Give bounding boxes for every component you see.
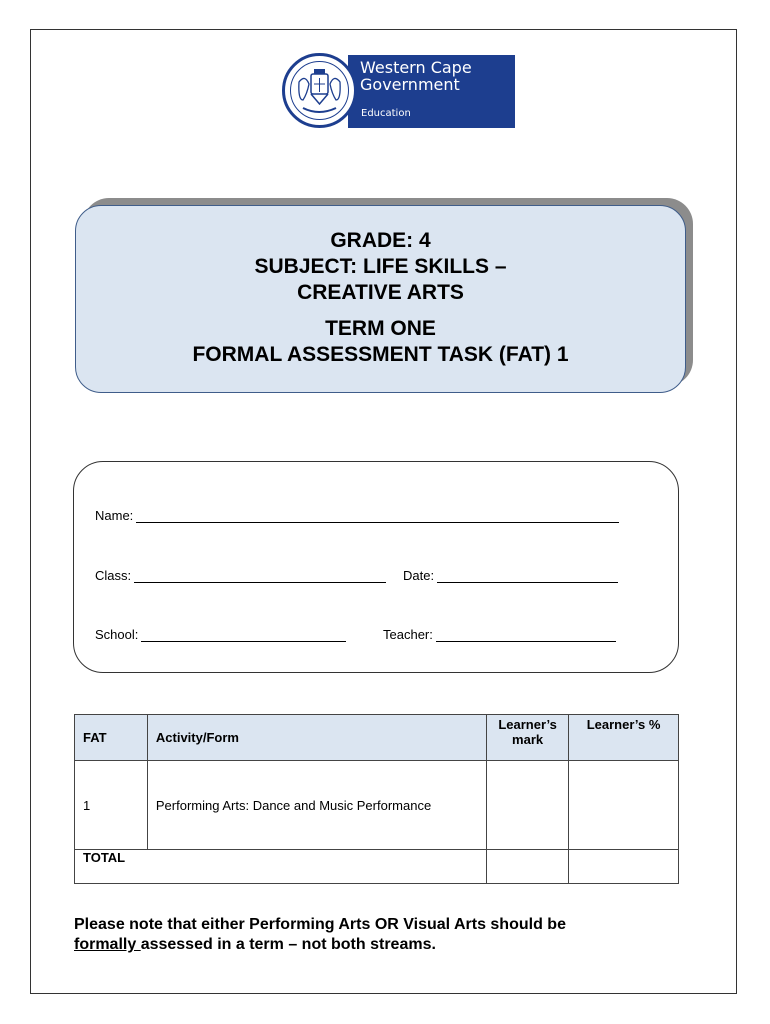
- header-fat: FAT: [75, 715, 148, 761]
- date-line[interactable]: [437, 568, 618, 583]
- logo-title: Western Cape Government: [360, 58, 472, 94]
- school-label: School:: [95, 627, 139, 642]
- table-header-row: [75, 715, 679, 761]
- subject-heading-line2: CREATIVE ARTS: [297, 281, 464, 304]
- name-field[interactable]: [95, 508, 619, 523]
- title-box: [75, 205, 686, 393]
- cell-percent[interactable]: [569, 761, 679, 850]
- total-label: TOTAL: [75, 850, 487, 884]
- date-field[interactable]: [403, 568, 618, 583]
- coat-of-arms-icon: [282, 53, 357, 128]
- date-label: Date:: [403, 568, 435, 583]
- school-line[interactable]: [141, 627, 346, 642]
- header-learner-percent: Learner’s %: [569, 715, 679, 761]
- header-activity: Activity/Form: [147, 715, 486, 761]
- grade-heading: GRADE: 4: [330, 229, 431, 252]
- assessment-table: [74, 714, 679, 884]
- class-field[interactable]: [95, 568, 386, 583]
- subject-heading-line1: SUBJECT: LIFE SKILLS –: [254, 255, 507, 278]
- assessment-note: [74, 915, 694, 955]
- cell-mark[interactable]: [487, 761, 569, 850]
- class-label: Class:: [95, 568, 132, 583]
- total-percent-cell[interactable]: [569, 850, 679, 884]
- total-mark-cell[interactable]: [487, 850, 569, 884]
- teacher-field[interactable]: [383, 627, 616, 642]
- task-heading: FORMAL ASSESSMENT TASK (FAT) 1: [192, 343, 569, 366]
- term-heading: TERM ONE: [325, 317, 436, 340]
- header-learner-mark: Learner’s mark: [487, 715, 569, 761]
- name-line[interactable]: [136, 508, 619, 523]
- learner-details-box: [73, 461, 679, 673]
- table-row: [75, 761, 679, 850]
- note-text-line2: assessed in a term – not both streams.: [140, 936, 436, 953]
- note-underlined-word: formally: [74, 936, 141, 953]
- cell-fat-number: 1: [75, 761, 148, 850]
- class-line[interactable]: [134, 568, 386, 583]
- note-text-line1: Please note that either Performing Arts OR Visual Arts should be: [74, 916, 566, 933]
- logo-subtitle: Education: [361, 108, 411, 119]
- school-field[interactable]: [95, 627, 346, 642]
- name-label: Name:: [95, 508, 134, 523]
- teacher-label: Teacher:: [383, 627, 433, 642]
- western-cape-government-logo: [282, 53, 515, 128]
- teacher-line[interactable]: [436, 627, 616, 642]
- cell-activity: Performing Arts: Dance and Music Performance: [147, 761, 486, 850]
- total-row: [75, 850, 679, 884]
